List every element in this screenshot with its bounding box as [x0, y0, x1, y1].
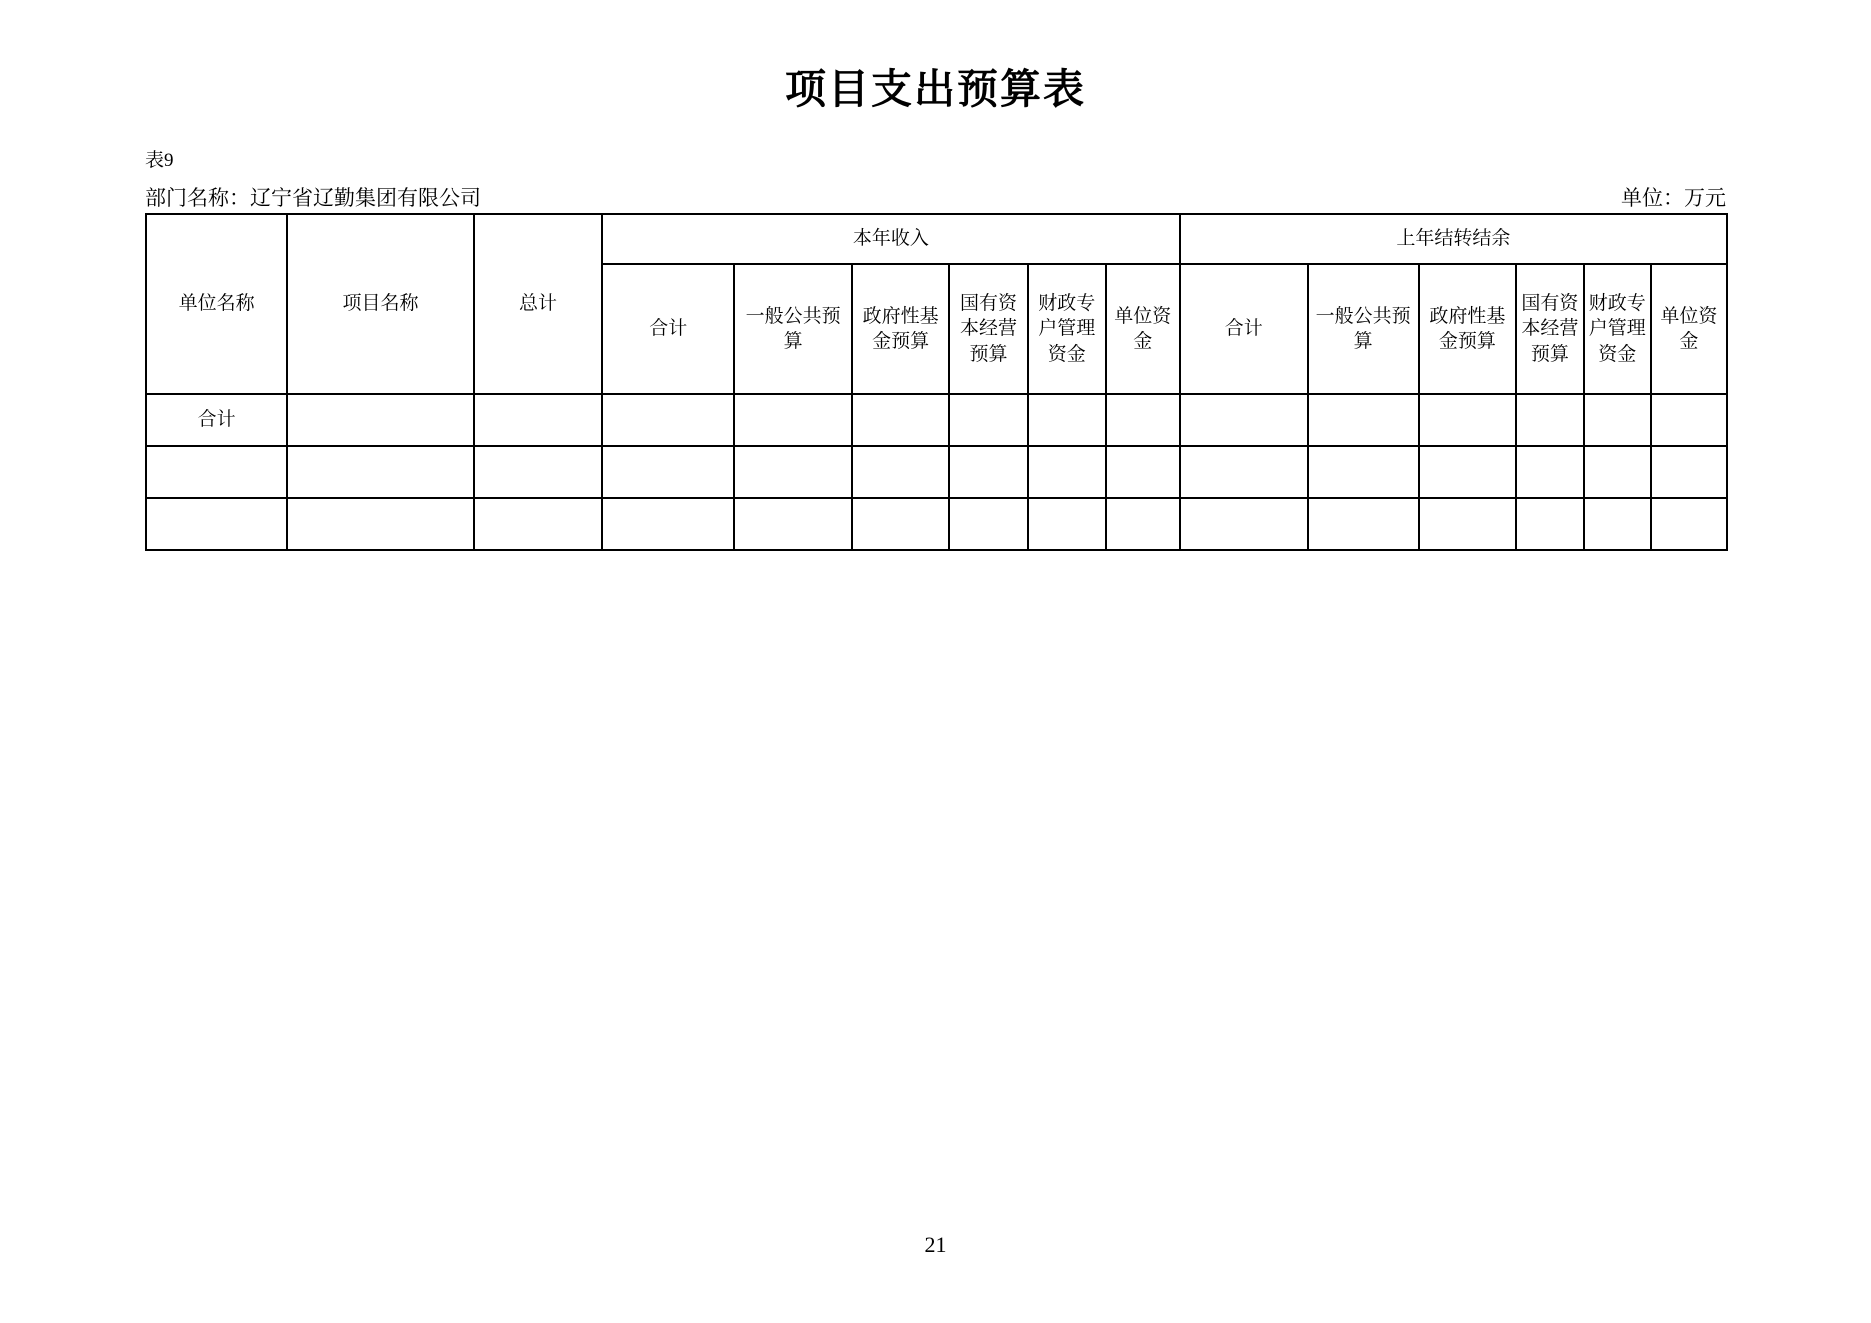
cell-carry-subtotal: [1180, 498, 1308, 550]
cell-income-gov-fund-budget: [852, 446, 950, 498]
cell-carry-fiscal-special-account: [1584, 446, 1651, 498]
cell-income-fiscal-special-account: [1028, 394, 1106, 446]
col-header-income-fiscal-special-account: 财政专户管理资金: [1028, 264, 1106, 394]
cell-carry-general-public-budget: [1308, 394, 1419, 446]
cell-income-fiscal-special-account: [1028, 498, 1106, 550]
cell-carry-state-capital-budget: [1516, 446, 1583, 498]
cell-project-name: [287, 446, 474, 498]
cell-income-unit-funds: [1106, 394, 1180, 446]
table-row: [146, 394, 1727, 446]
cell-income-state-capital-budget: [949, 498, 1027, 550]
col-header-income-general-public-budget: 一般公共预算: [734, 264, 851, 394]
cell-income-fiscal-special-account: [1028, 446, 1106, 498]
col-header-income-unit-funds: 单位资金: [1106, 264, 1180, 394]
cell-carry-unit-funds: [1651, 394, 1727, 446]
cell-carry-unit-funds: [1651, 446, 1727, 498]
cell-total: [474, 446, 602, 498]
cell-income-gov-fund-budget: [852, 394, 950, 446]
cell-carry-gov-fund-budget: [1419, 498, 1517, 550]
cell-carry-fiscal-special-account: [1584, 498, 1651, 550]
col-header-unit-name: 单位名称: [146, 214, 287, 394]
col-header-total: 总计: [474, 214, 602, 394]
table-row: [146, 446, 1727, 498]
cell-carry-gov-fund-budget: [1419, 394, 1517, 446]
col-header-income-state-capital-budget: 国有资本经营预算: [949, 264, 1027, 394]
col-header-carry-gov-fund-budget: 政府性基金预算: [1419, 264, 1517, 394]
cell-total: [474, 498, 602, 550]
col-header-income-subtotal: 合计: [602, 264, 734, 394]
group-header-prior-year-carryover: 上年结转结余: [1180, 214, 1727, 264]
department-name-label: 部门名称：辽宁省辽勤集团有限公司: [145, 186, 481, 210]
cell-unit-name: [146, 446, 287, 498]
project-expenditure-budget-table: [145, 213, 1728, 551]
cell-income-gov-fund-budget: [852, 498, 950, 550]
cell-income-unit-funds: [1106, 498, 1180, 550]
cell-income-general-public-budget: [734, 446, 851, 498]
cell-carry-state-capital-budget: [1516, 394, 1583, 446]
col-header-income-gov-fund-budget: 政府性基金预算: [852, 264, 950, 394]
cell-income-general-public-budget: [734, 498, 851, 550]
cell-project-name: [287, 394, 474, 446]
cell-carry-fiscal-special-account: [1584, 394, 1651, 446]
cell-income-general-public-budget: [734, 394, 851, 446]
cell-carry-subtotal: [1180, 394, 1308, 446]
cell-carry-subtotal: [1180, 446, 1308, 498]
cell-income-subtotal: [602, 498, 734, 550]
col-header-carry-general-public-budget: 一般公共预算: [1308, 264, 1419, 394]
page-title: 项目支出预算表: [785, 66, 1086, 112]
cell-income-state-capital-budget: [949, 394, 1027, 446]
col-header-project-name: 项目名称: [287, 214, 474, 394]
col-header-carry-unit-funds: 单位资金: [1651, 264, 1727, 394]
cell-unit-name: [146, 498, 287, 550]
cell-carry-state-capital-budget: [1516, 498, 1583, 550]
cell-income-subtotal: [602, 446, 734, 498]
currency-unit-label: 单位：万元: [1621, 186, 1726, 210]
cell-income-subtotal: [602, 394, 734, 446]
col-header-carry-subtotal: 合计: [1180, 264, 1308, 394]
cell-unit-name: 合计: [146, 394, 287, 446]
cell-project-name: [287, 498, 474, 550]
cell-carry-unit-funds: [1651, 498, 1727, 550]
cell-total: [474, 394, 602, 446]
group-header-current-year-income: 本年收入: [602, 214, 1180, 264]
table-row: [146, 498, 1727, 550]
col-header-carry-state-capital-budget: 国有资本经营预算: [1516, 264, 1583, 394]
cell-income-unit-funds: [1106, 446, 1180, 498]
cell-income-state-capital-budget: [949, 446, 1027, 498]
cell-carry-general-public-budget: [1308, 446, 1419, 498]
table-group-header-row: [146, 214, 1727, 264]
col-header-carry-fiscal-special-account: 财政专户管理资金: [1584, 264, 1651, 394]
cell-carry-general-public-budget: [1308, 498, 1419, 550]
cell-carry-gov-fund-budget: [1419, 446, 1517, 498]
table-number-label: 表9: [145, 150, 174, 171]
page-number: 21: [924, 1232, 947, 1257]
